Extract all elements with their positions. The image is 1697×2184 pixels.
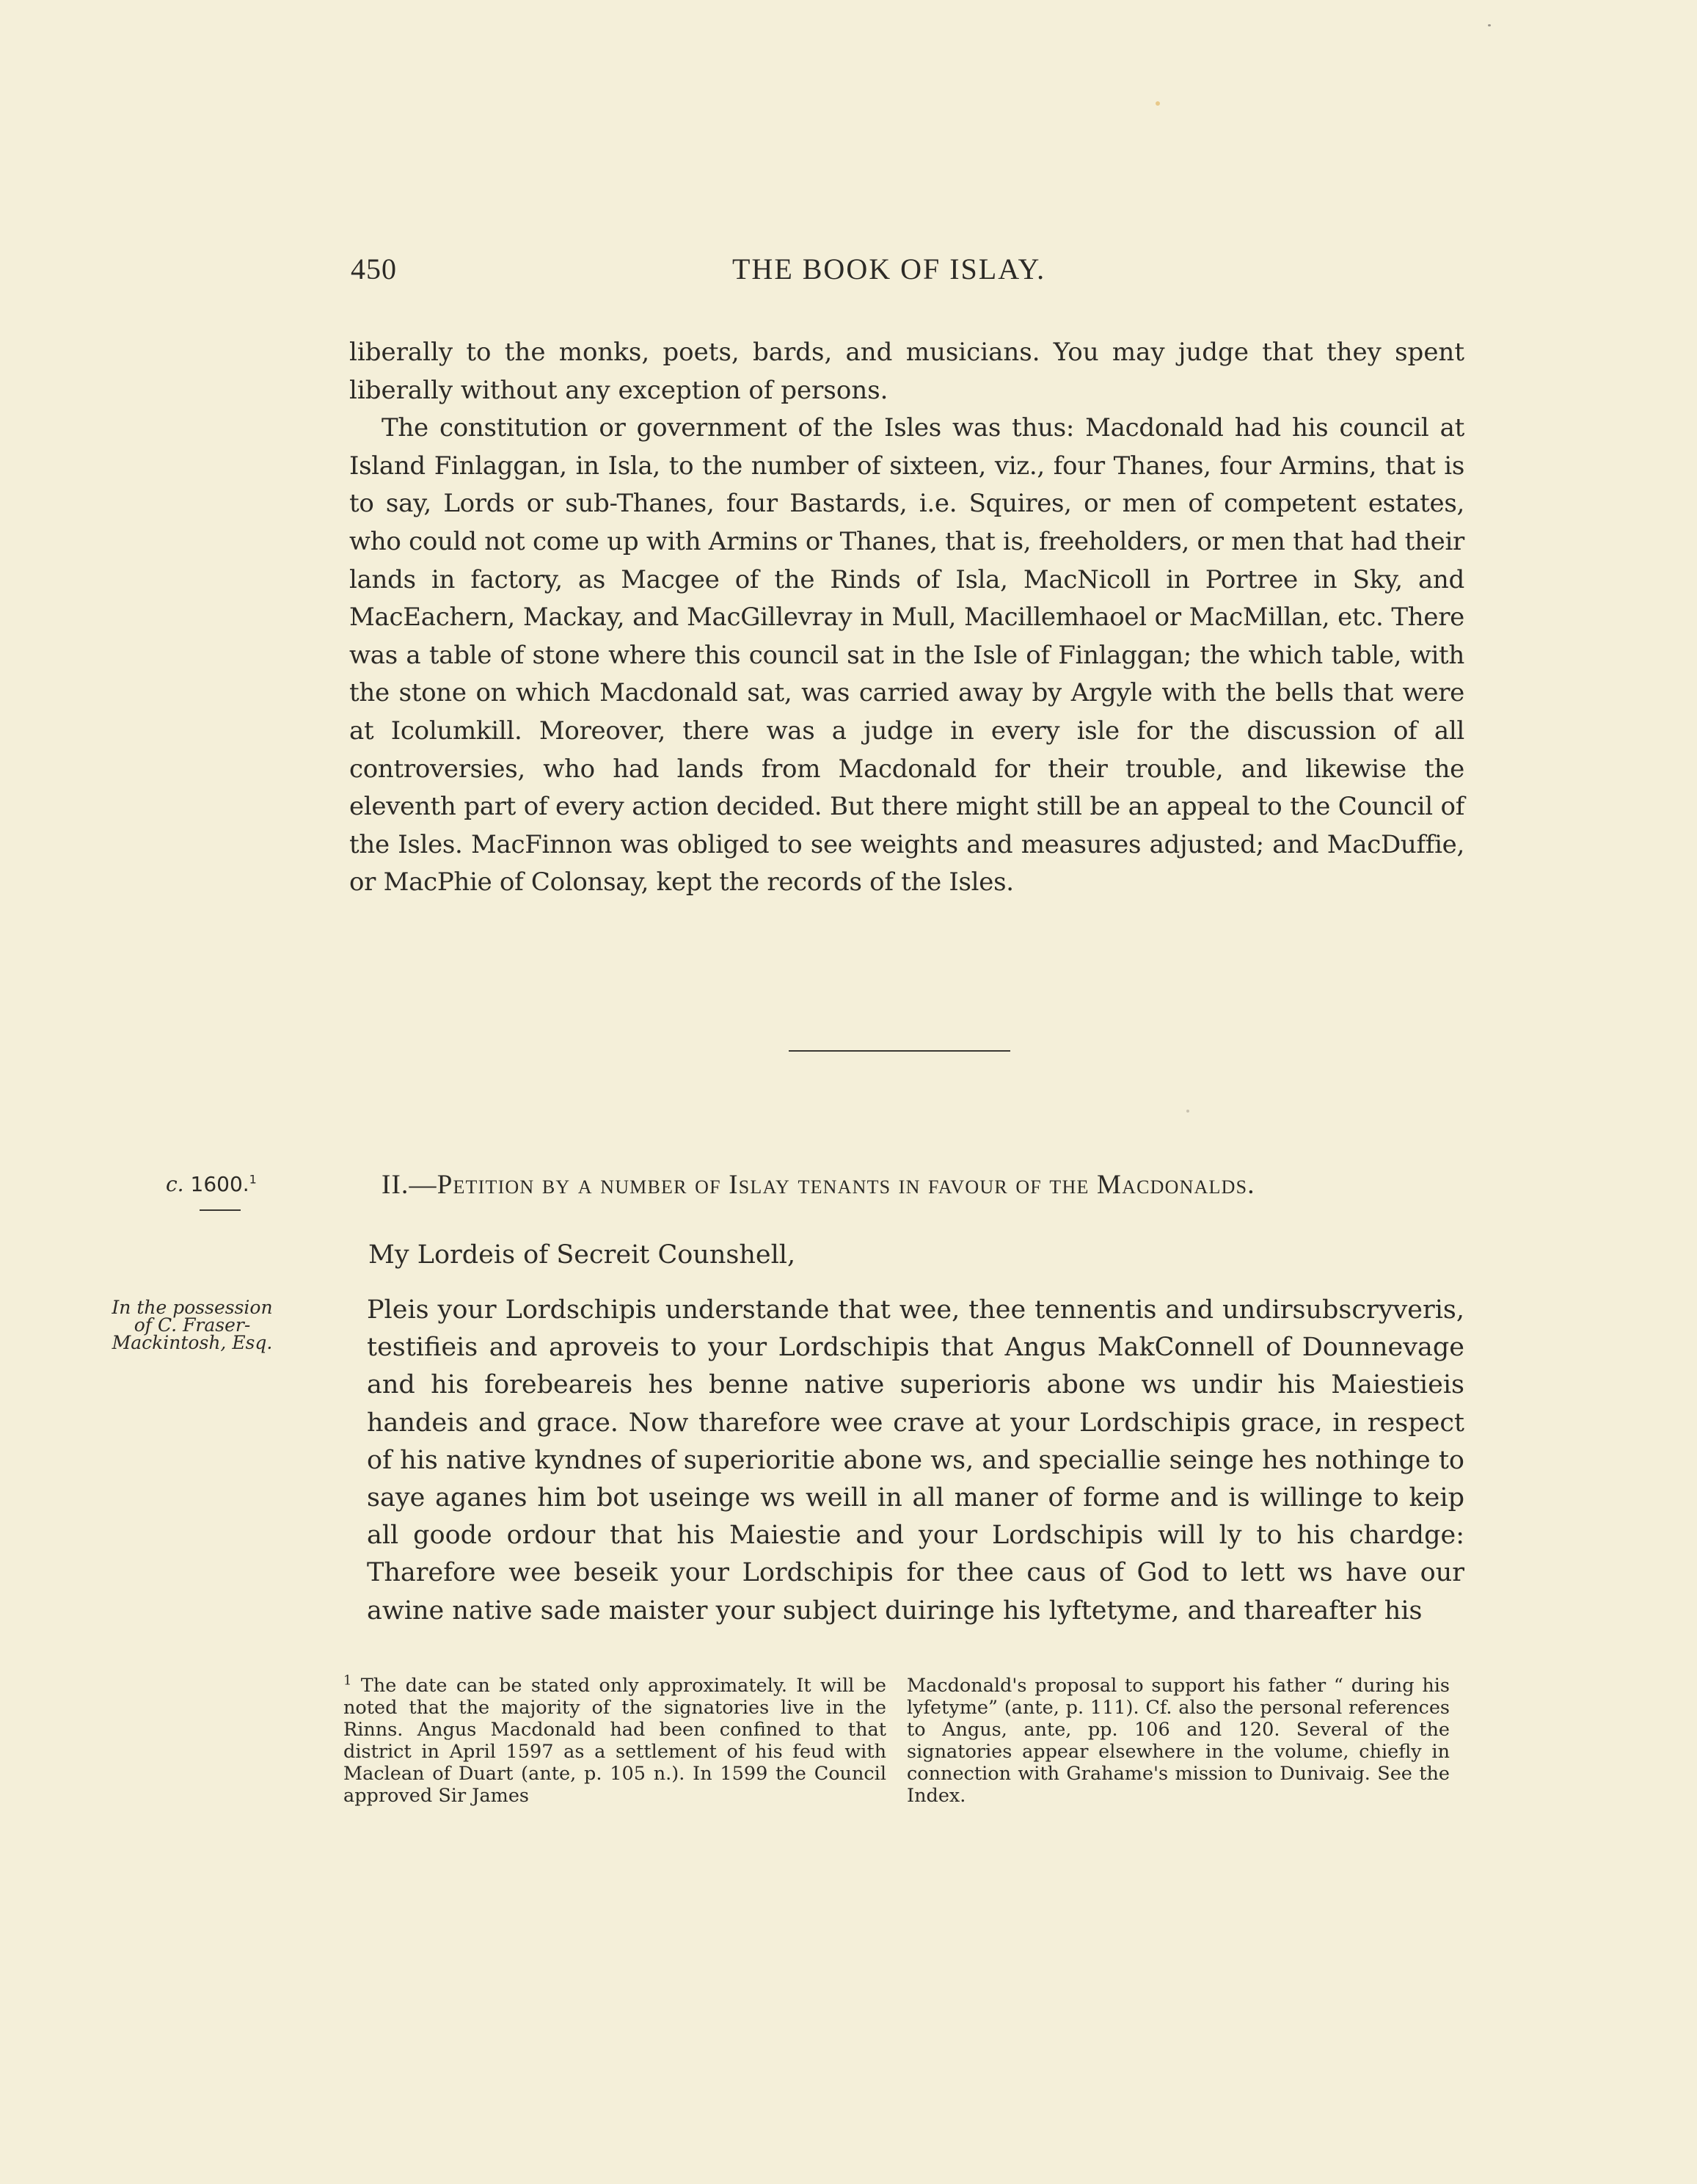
- footnote-text-right: Macdonald's proposal to support his father “ during his lyfetyme” (ante, p. 111). Cf. also the personal references to Angus, ante, pp. 106 and 120. Several of the signatories appear elsewhere in the volume, chiefly in connection with Grahame's mission to Dunivaig. See the Index.: [907, 1675, 1450, 1807]
- date-note-mark: 1: [249, 1172, 257, 1187]
- section-divider: [789, 1050, 1010, 1052]
- paper-speck: [1488, 24, 1491, 26]
- provenance-line: In the possession: [112, 1297, 273, 1318]
- provenance-line: of C. Fraser-: [134, 1314, 251, 1336]
- body-text-top: [349, 334, 1464, 902]
- margin-date: [166, 1172, 257, 1196]
- salutation: My Lordeis of Secreit Counshell,: [368, 1240, 796, 1270]
- margin-rule: [200, 1209, 241, 1211]
- date-prefix: c.: [166, 1172, 184, 1196]
- provenance-note: [90, 1299, 295, 1352]
- book-title: THE BOOK OF ISLAY.: [732, 252, 1046, 285]
- petition-paragraph: Pleis your Lordschipis understande that wee, thee tennentis and undirsubscryveris, testifieis and aproveis to your Lordschipis that Angus MakConnell of Dounnevage and his forebeareis hes benne native superioris abone ws undir his Maiestieis handeis and grace. Now tharefore wee crave at your Lordschipis grace, in respect of his native kyndnes of superioritie abone ws, and speciallie seinge hes nothinge to saye aganes him bot useinge ws weill in all maner of forme and is willinge to keip all goode ordour that his Maiestie and your Lordschipis will ly to his chardge: Tharefore wee beseik your Lordschipis for thee caus of God to lett ws have our awine native sade maister your subject duiringe his lyftetyme, and thareafter his: [367, 1295, 1464, 1626]
- paper-speck: [1156, 101, 1160, 106]
- footnote-column-right: [907, 1675, 1450, 1807]
- footnote-column-left: [343, 1672, 887, 1807]
- paragraph-constitution: The constitution or government of the Isles was thus: Macdonald had his council at Island Finlaggan, in Isla, to the number of sixteen, viz., four Thanes, four Armins, that is to say, Lords or sub-Thanes, four Bastards, i.e. Squires, or men of competent estates, who could not come up with Armins or Thanes, that is, freeholders, or men that had their lands in factory, as Macgee of the Rinds of Isla, MacNicoll in Portree in Sky, and MacEachern, Mackay, and MacGillevray in Mull, Macillemhaoel or MacMillan, etc. There was a table of stone where this council sat in the Isle of Finlaggan; the which table, with the stone on which Macdonald sat, was carried away by Argyle with the bells that were at Icolumkill. Moreover, there was a judge in every isle for the discussion of all controversies, who had lands from Macdonald for their trouble, and likewise the eleventh part of every action decided. But there might still be an appeal to the Council of the Isles. MacFinnon was obliged to see weights and measures adjusted; and MacDuffie, or MacPhie of Colonsay, kept the records of the Isles.: [349, 413, 1464, 898]
- running-head: [351, 252, 1466, 296]
- provenance-line: Mackintosh, Esq.: [112, 1332, 273, 1353]
- paragraph-continued: liberally to the monks, poets, bards, and musicians. You may judge that they spent liberally without any exception of persons.: [349, 338, 1464, 405]
- page-number: 450: [351, 252, 397, 285]
- footnote-mark: 1: [343, 1672, 352, 1689]
- paper-speck: [1186, 1110, 1189, 1113]
- footnote-text-left: The date can be stated only approximately. It will be noted that the majority of the signatories live in the Rinns. Angus Macdonald had been confined to that district in April 1597 as a settlement of his feud with Maclean of Duart (ante, p. 105 n.). In 1599 the Council approved Sir James: [343, 1675, 887, 1807]
- date-value: 1600.: [190, 1172, 249, 1196]
- body-text-petition: [367, 1292, 1464, 1630]
- section-heading: II.—Petition by a number of Islay tenants in favour of the Macdonalds.: [382, 1170, 1255, 1200]
